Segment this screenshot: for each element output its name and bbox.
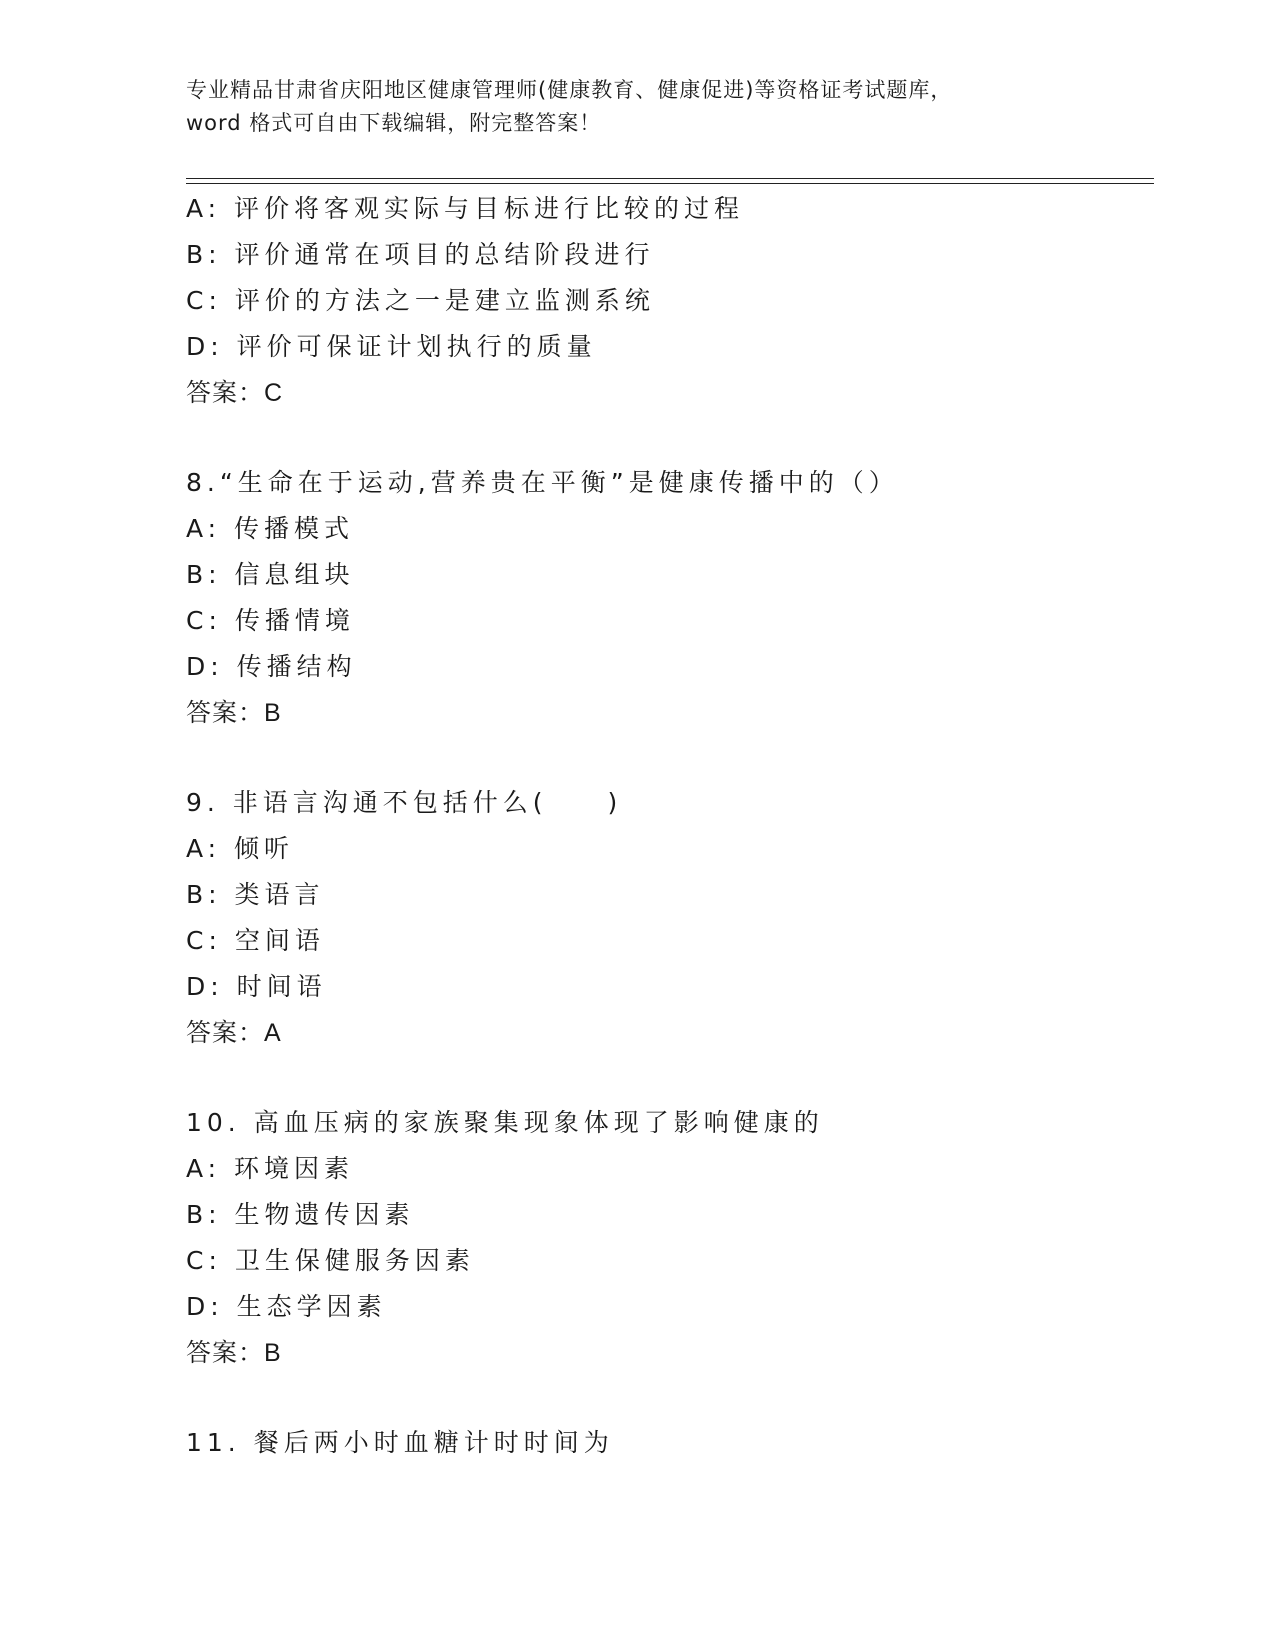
question-stem: 11. 餐后两小时血糖计时时间为 <box>186 1428 614 1457</box>
option-b: B: 生物遗传因素 <box>186 1200 415 1229</box>
option-d: D: 评价可保证计划执行的质量 <box>186 332 597 361</box>
option-b: B: 评价通常在项目的总结阶段进行 <box>186 240 655 269</box>
question-list <box>186 186 1146 1466</box>
option-d: D: 生态学因素 <box>186 1292 387 1321</box>
question-9 <box>186 780 1146 1056</box>
document-header <box>186 74 1086 140</box>
answer-line: 答案：B <box>186 1339 282 1367</box>
option-a: A: 环境因素 <box>186 1154 355 1183</box>
option-b: B: 类语言 <box>186 880 325 909</box>
header-line-2: word 格式可自由下载编辑，附完整答案！ <box>186 111 602 135</box>
question-stem: 8.“生命在于运动,营养贵在平衡”是健康传播中的（） <box>186 468 899 497</box>
option-c: C: 传播情境 <box>186 606 355 635</box>
question-11 <box>186 1420 1146 1466</box>
answer-line: 答案：A <box>186 1019 282 1047</box>
option-d: D: 传播结构 <box>186 652 357 681</box>
answer-line: 答案：C <box>186 379 284 407</box>
question-stem: 9. 非语言沟通不包括什么( ) <box>186 788 623 817</box>
option-b: B: 信息组块 <box>186 560 355 589</box>
option-c: C: 评价的方法之一是建立监测系统 <box>186 286 655 315</box>
option-c: C: 卫生保健服务因素 <box>186 1246 475 1275</box>
question-10 <box>186 1100 1146 1376</box>
question-stem: 10. 高血压病的家族聚集现象体现了影响健康的 <box>186 1108 824 1137</box>
answer-line: 答案：B <box>186 699 282 727</box>
question-7-continued <box>186 186 1146 416</box>
header-divider-bottom <box>186 183 1154 184</box>
header-line-1: 专业精品甘肃省庆阳地区健康管理师(健康教育、健康促进)等资格证考试题库， <box>186 78 953 102</box>
option-a: A: 评价将客观实际与目标进行比较的过程 <box>186 194 745 223</box>
option-a: A: 传播模式 <box>186 514 355 543</box>
option-a: A: 倾听 <box>186 834 295 863</box>
option-c: C: 空间语 <box>186 926 325 955</box>
question-8 <box>186 460 1146 736</box>
option-d: D: 时间语 <box>186 972 327 1001</box>
header-divider-top <box>186 178 1154 179</box>
